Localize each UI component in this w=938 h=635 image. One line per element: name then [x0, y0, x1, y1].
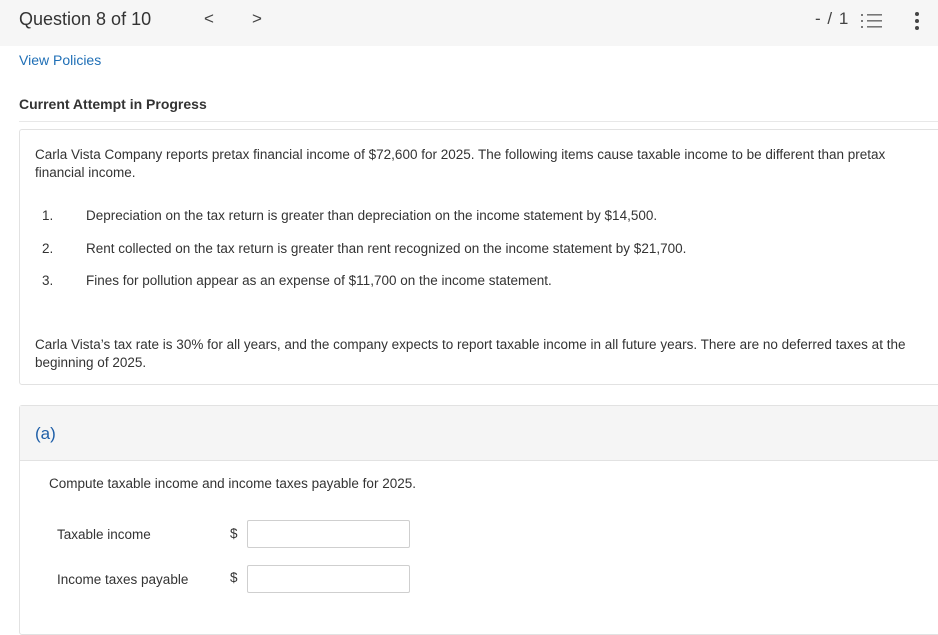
question-counter: Question 8 of 10 [19, 9, 152, 29]
part-a-header [20, 406, 938, 461]
part-a-instruction: Compute taxable income and income taxes payable for 2025. [49, 476, 416, 491]
previous-question-button[interactable]: < [204, 9, 214, 28]
list-item-text: Rent collected on the tax return is greater than rent recognized on the income statement by $21,700. [86, 241, 687, 256]
list-item-text: Depreciation on the tax return is greater than depreciation on the income statement by $14,500. [86, 208, 658, 223]
question-outro: Carla Vista’s tax rate is 30% for all years, and the company expects to report taxable income in all future years. There are no deferred taxes at the beginning of 2025. [35, 337, 906, 370]
taxable-income-input[interactable] [247, 520, 410, 548]
income-taxes-payable-input[interactable] [247, 565, 410, 593]
list-icon[interactable] [861, 12, 883, 30]
view-policies-link[interactable]: View Policies [19, 52, 102, 68]
part-a-label: (a) [35, 424, 56, 443]
taxable-income-label: Taxable income [57, 527, 151, 542]
list-item-number: 2. [42, 241, 54, 256]
currency-symbol: $ [230, 570, 238, 585]
list-item-number: 1. [42, 208, 54, 223]
more-vertical-icon[interactable] [912, 10, 922, 32]
list-item-text: Fines for pollution appear as an expense of $11,700 on the income statement. [86, 273, 552, 288]
income-taxes-payable-label: Income taxes payable [57, 572, 189, 587]
currency-symbol: $ [230, 526, 238, 541]
attempt-status: Current Attempt in Progress [19, 96, 207, 112]
question-intro: Carla Vista Company reports pretax financial income of $72,600 for 2025. The following items cause taxable income to be different than pretax financial income. [35, 147, 886, 180]
divider [19, 121, 938, 122]
next-question-button[interactable]: > [252, 9, 262, 28]
question-score: - / 1 [815, 9, 850, 28]
list-item-number: 3. [42, 273, 54, 288]
